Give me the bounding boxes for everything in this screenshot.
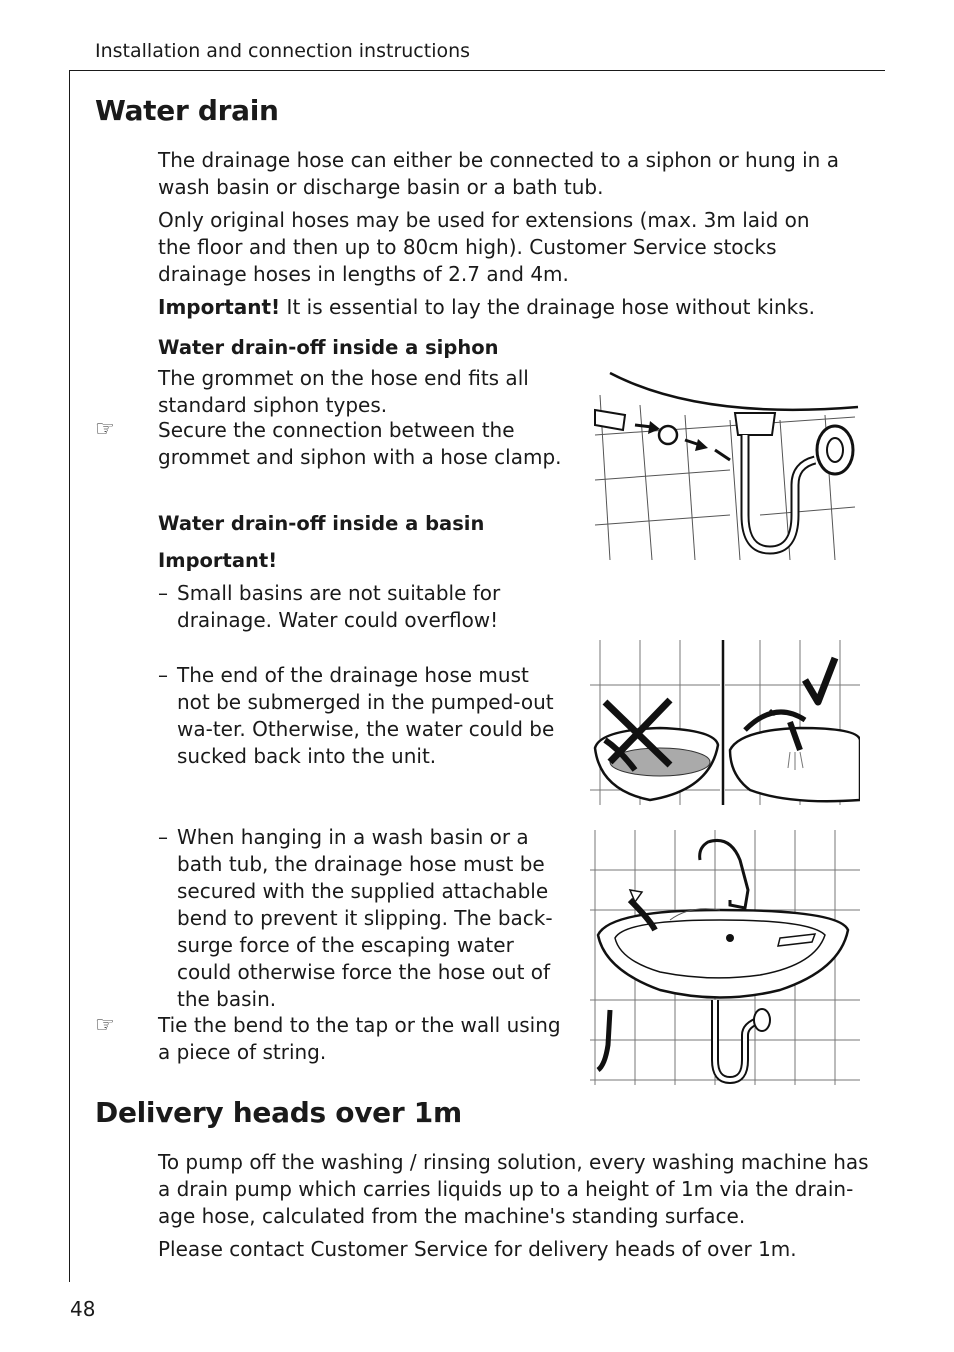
basin-instruction: Tie the bend to the tap or the wall using a piece of string. xyxy=(158,1013,561,1064)
basin-item-text: When hanging in a wash basin or a bath tub, the drainage hose must be secured with the supplied attachable bend to prevent it slipping. The back-surge force of the escaping water could otherwise force the hose out of the basin. xyxy=(177,825,553,1011)
siphon-text: The grommet on the hose end fits all standard siphon types. xyxy=(158,366,529,417)
basin-item-text: The end of the drainage hose must not be submerged in the pumped-out wa-ter. Otherwise, the water could be sucked back into the unit. xyxy=(177,663,555,768)
basin-heading: Water drain-off inside a basin xyxy=(158,512,485,535)
dash-marker: – xyxy=(158,581,168,605)
section-title-water-drain: Water drain xyxy=(95,94,279,127)
water-drain-extensions: Only original hoses may be used for extensions (max. 3m laid on the floor and then up to 80cm high). Customer Service stocks drainage hoses in lengths of 2.7 and 4m. xyxy=(158,208,810,286)
basin-item-small xyxy=(158,580,568,634)
running-head: Installation and connection instructions xyxy=(95,40,471,62)
hose-placement-figure xyxy=(590,640,860,805)
section-title-delivery-heads: Delivery heads over 1m xyxy=(95,1096,462,1129)
water-drain-important-note xyxy=(158,294,848,321)
basin-item-text: Small basins are not suitable for drainage. Water could overflow! xyxy=(177,581,501,632)
wash-basin-figure xyxy=(590,830,860,1090)
basin-item-secure xyxy=(158,824,563,1013)
page-number: 48 xyxy=(70,1297,96,1321)
check-mark-icon xyxy=(805,658,835,702)
water-drain-intro: The drainage hose can either be connected to a siphon or hung in a wash basin or discharge basin or a bath tub. xyxy=(158,148,839,199)
margin-rule xyxy=(69,70,70,1282)
siphon-instruction: Secure the connection between the grommet and siphon with a hose clamp. xyxy=(158,418,562,469)
important-text: It is essential to lay the drainage hose without kinks. xyxy=(280,295,816,319)
basin-item-submerged xyxy=(158,662,563,770)
dash-marker: – xyxy=(158,825,168,849)
important-label: Important! xyxy=(158,295,281,319)
pointing-hand-icon: ☞ xyxy=(95,417,115,442)
siphon-connection-figure xyxy=(590,365,860,565)
pointing-hand-icon: ☞ xyxy=(95,1013,115,1038)
siphon-heading: Water drain-off inside a siphon xyxy=(158,336,499,359)
basin-important: Important! xyxy=(158,549,278,572)
delivery-contact-text: Please contact Customer Service for delivery heads of over 1m. xyxy=(158,1237,797,1261)
dash-marker: – xyxy=(158,663,168,687)
header-rule xyxy=(69,70,885,71)
delivery-pump-text: To pump off the washing / rinsing solution, every washing machine has a drain pump which carries liquids up to a height of 1m via the drain-age hose, calculated from the machine's standing surface. xyxy=(158,1150,869,1228)
